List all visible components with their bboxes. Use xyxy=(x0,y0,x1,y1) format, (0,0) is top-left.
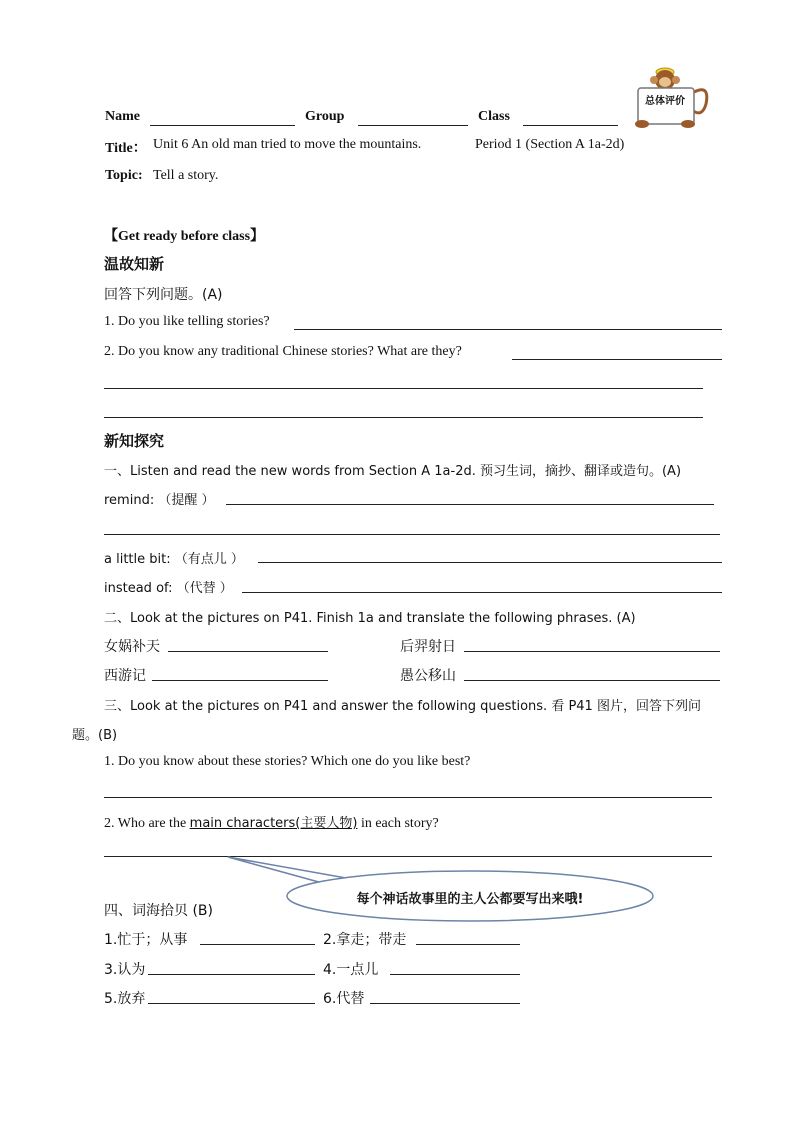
vocab-2-line[interactable] xyxy=(416,944,520,945)
badge-label: 总体评价 xyxy=(645,96,685,107)
phrase-4-line[interactable] xyxy=(464,680,720,681)
section-get-ready: 【Get ready before class】 xyxy=(104,229,265,244)
answer-line-1[interactable] xyxy=(294,329,722,330)
phrase-3-line[interactable] xyxy=(152,680,328,681)
question-4 xyxy=(104,812,439,832)
question-4-post: in each story? xyxy=(357,816,439,831)
part-3-instruction: 三、Look at the pictures on P41 and answer the following questions. 看 P41 图片，回答下列问 xyxy=(104,699,701,714)
question-4-underlined: main characters(主要人物) xyxy=(189,816,358,831)
vocab-5: 5.放弃 xyxy=(104,991,146,1007)
answer-line-2[interactable] xyxy=(512,359,722,360)
vocab-4: 4.一点儿 xyxy=(323,962,379,978)
answer-line-6[interactable] xyxy=(104,856,712,857)
phrase-4: 愚公移山 xyxy=(400,668,456,684)
word-a-little-bit-line[interactable] xyxy=(258,562,722,563)
vocab-3: 3.认为 xyxy=(104,962,146,978)
question-1: 1. Do you like telling stories? xyxy=(104,314,270,329)
group-label: Group xyxy=(305,109,345,124)
name-label: Name xyxy=(105,109,140,124)
part-1-instruction: 一、Listen and read the new words from Section A 1a-2d. 预习生词，摘抄、翻译或造句。(A) xyxy=(104,464,682,479)
review-heading: 温故知新 xyxy=(104,255,165,273)
name-field[interactable] xyxy=(150,125,295,126)
word-remind-line[interactable] xyxy=(226,504,714,505)
review-instruction: 回答下列问题。(A) xyxy=(104,287,223,303)
vocab-6-line[interactable] xyxy=(370,1003,520,1004)
vocab-4-line[interactable] xyxy=(390,974,520,975)
word-a-little-bit: a little bit: （有点儿 ） xyxy=(104,552,244,567)
vocab-5-line[interactable] xyxy=(148,1003,315,1004)
word-remind-line-2[interactable] xyxy=(104,534,720,535)
topic-label: Topic: xyxy=(105,168,143,183)
vocab-1: 1.忙于；从事 xyxy=(104,932,188,948)
vocab-1-line[interactable] xyxy=(200,944,315,945)
answer-line-5[interactable] xyxy=(104,797,712,798)
vocab-heading: 四、词海拾贝 (B) xyxy=(104,903,213,919)
period-text: Period 1 (Section A 1a-2d) xyxy=(475,137,625,152)
question-2: 2. Do you know any traditional Chinese stories? What are they? xyxy=(104,344,462,359)
topic-text: Tell a story. xyxy=(153,168,219,183)
title-label: Title： xyxy=(105,141,147,156)
callout-text: 每个神话故事里的主人公都要写出来哦! xyxy=(356,892,584,907)
phrase-1: 女娲补天 xyxy=(104,639,160,655)
phrase-3: 西游记 xyxy=(104,668,146,684)
phrase-2-line[interactable] xyxy=(464,651,720,652)
group-field[interactable] xyxy=(358,125,468,126)
answer-line-4[interactable] xyxy=(104,417,703,418)
part-3-instruction-cont: 题。(B) xyxy=(72,728,118,743)
answer-line-3[interactable] xyxy=(104,388,703,389)
question-4-pre: 2. Who are the xyxy=(104,816,190,831)
word-instead-of-line[interactable] xyxy=(242,592,722,593)
title-text: Unit 6 An old man tried to move the mountains. xyxy=(153,137,422,152)
phrase-1-line[interactable] xyxy=(168,651,328,652)
evaluation-badge xyxy=(628,62,718,134)
vocab-2: 2.拿走；带走 xyxy=(323,932,407,948)
word-remind: remind: （提醒 ） xyxy=(104,493,215,508)
phrase-2: 后羿射日 xyxy=(400,639,456,655)
class-label: Class xyxy=(478,109,510,124)
part-2-instruction: 二、Look at the pictures on P41. Finish 1a and translate the following phrases. (A) xyxy=(104,611,636,626)
explore-heading: 新知探究 xyxy=(104,432,165,450)
vocab-6: 6.代替 xyxy=(323,991,365,1007)
question-3: 1. Do you know about these stories? Which one do you like best? xyxy=(104,754,471,769)
vocab-3-line[interactable] xyxy=(148,974,315,975)
word-instead-of: instead of: （代替 ） xyxy=(104,581,233,596)
callout-bubble xyxy=(286,870,654,922)
class-field[interactable] xyxy=(523,125,618,126)
